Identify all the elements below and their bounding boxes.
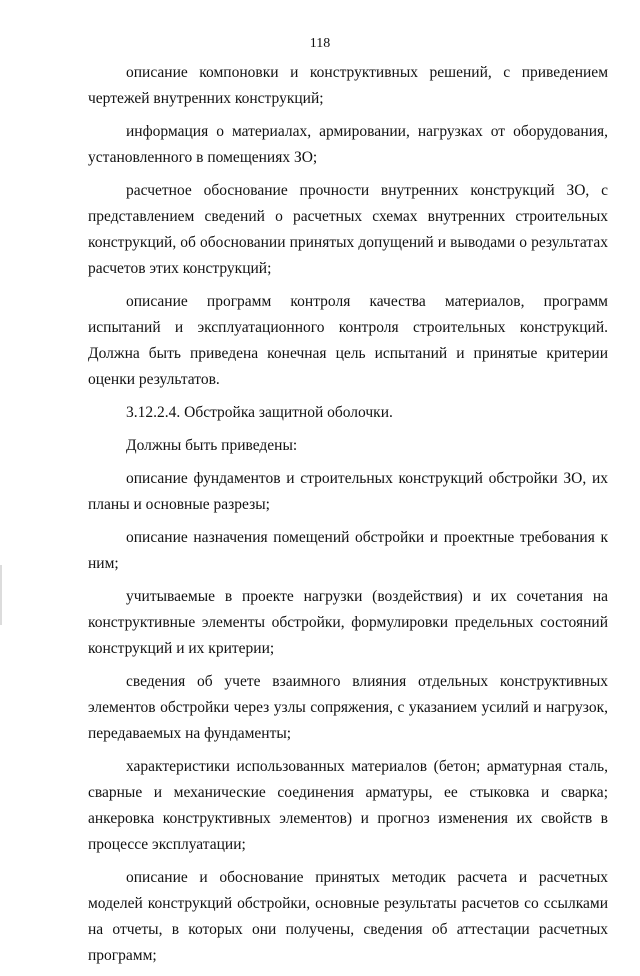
paragraph-mutual-influence: сведения об учете взаимного влияния отдельных конструктивных элементов обстройки через узлы сопряжения, с указанием усилий и нагрузок, передаваемых на фундаменты; bbox=[88, 673, 608, 742]
paragraph-must-be-provided: Должны быть приведены: bbox=[126, 437, 298, 454]
scan-edge-mark bbox=[0, 565, 2, 625]
paragraph-loads: учитываемые в проекте нагрузки (воздействия) и их сочетания на конструктивные элементы обстройки, формулировки предельных состояний конструкций и их критерии; bbox=[88, 588, 608, 657]
section-heading: 3.12.2.4. Обстройка защитной оболочки. bbox=[126, 404, 393, 421]
paragraph-layout-description: описание компоновки и конструктивных решений, с приведением чертежей внутренних конструкций; bbox=[88, 64, 608, 107]
document-body bbox=[88, 60, 608, 976]
paragraph-premises-purpose: описание назначения помещений обстройки и проектные требования к ним; bbox=[88, 529, 608, 572]
paragraph-calculation-methods: описание и обоснование принятых методик расчета и расчетных моделей конструкций обстройки, основные результаты расчетов со ссылками на отчеты, в которых они получены, сведения об аттестации расчетных программ; bbox=[88, 869, 608, 964]
paragraph-materials-info: информация о материалах, армировании, нагрузках от оборудования, установленного в помещениях ЗО; bbox=[88, 123, 608, 166]
paragraph-quality-control-programs: описание программ контроля качества материалов, программ испытаний и эксплуатационного контроля строительных конструкций. Должна быть приведена конечная цель испытаний и принятые критерии оценки результатов. bbox=[88, 293, 608, 388]
paragraph-foundations-description: описание фундаментов и строительных конструкций обстройки ЗО, их планы и основные разрезы; bbox=[88, 470, 608, 513]
page-number: 118 bbox=[309, 36, 331, 51]
paragraph-strength-justification: расчетное обоснование прочности внутренних конструкций ЗО, с представлением сведений о расчетных схемах внутренних строительных конструкций, об обосновании принятых допущений и выводами о результатах расчетов этих конструкций; bbox=[88, 182, 608, 277]
paragraph-material-characteristics: характеристики использованных материалов (бетон; арматурная сталь, сварные и механические соединения арматуры, ее стыковка и сварка; анкеровка конструктивных элементов) и прогноз изменения их свойств в процессе эксплуатации; bbox=[88, 758, 608, 853]
